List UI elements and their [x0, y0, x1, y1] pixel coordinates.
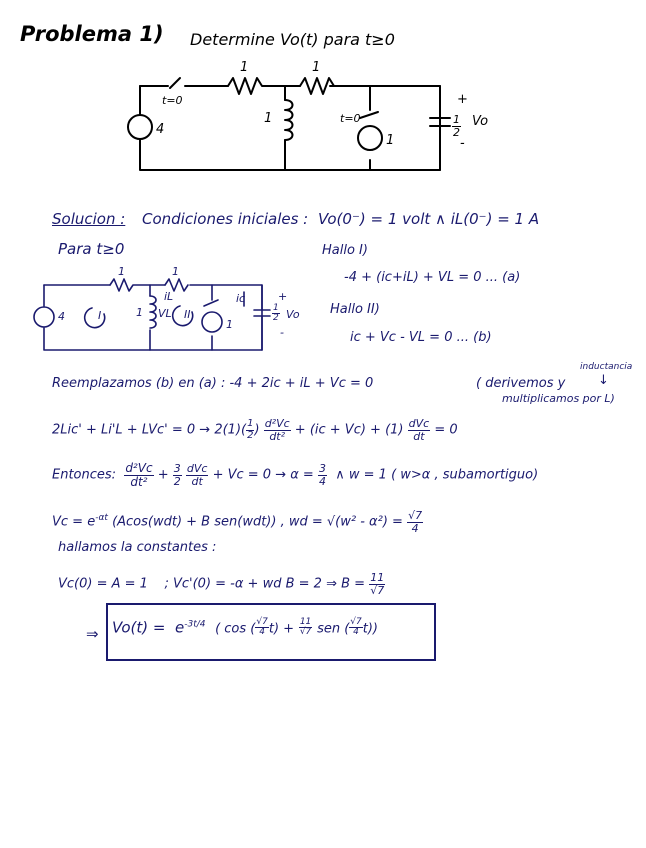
c2-loop-2: II: [184, 308, 191, 321]
para-label: Para t≥0: [58, 240, 125, 258]
inductancia-arrow: ↓: [598, 373, 609, 388]
initial-conditions-eq: Vo(0⁻) = 1 volt ∧ iL(0⁻) = 1 A: [318, 210, 540, 228]
c2-loop-1: I: [98, 309, 102, 322]
c1-vo: Vo: [472, 114, 489, 129]
c2-source-mid-label: 1: [226, 318, 233, 331]
c1-source-mid-label: 1: [386, 133, 395, 148]
final-answer: $Vo(t) = e^{-3t/4}$ ( cos ( $\frac{√7}{4}$ t) + $\frac{11}{√7}$ sen ( $\frac{√7}{4}$ t)): [112, 617, 378, 638]
c1-r1-label: 1: [240, 60, 249, 75]
entonces-line: Entonces: $\frac{\text{d²Vc}}{\text{dt²}}$ + $\frac{3}{2}$ $\frac{\text{dVc}}{dt}$ + Vc = 0 → α = $\frac{3}{4}$ ∧ w = 1 ( w>α , subamortiguo): [52, 461, 539, 489]
solution-label: Solucion :: [52, 210, 126, 228]
problem-title: Problema 1): [20, 22, 164, 46]
c1-minus: -: [460, 136, 465, 151]
multiplicamos-note: multiplicamos por L): [502, 392, 615, 405]
c2-il-label: iL: [164, 290, 174, 303]
c1-source-left-label: 4: [156, 122, 165, 137]
equation-a: -4 + (ic+iL) + VL = 0 ... (a): [344, 270, 521, 285]
c2-minus: -: [280, 326, 284, 339]
constants-line: Vc(0) = A = 1 ; Vc'(0) = -α + wd B = 2 ⇒ B = $\frac{11}{√7}$: [58, 571, 385, 597]
vc-general-solution: $Vc = e^{-\alpha t}$ (Acos(wdt) + B sen(wdt)) , wd = √(w² - α²) = $\frac{√7}{4}$: [52, 509, 423, 535]
initial-conditions: Condiciones iniciales :: [142, 210, 309, 228]
c2-cap-label: $\frac{1}{2}$: [273, 303, 279, 324]
c1-r2-label: 1: [312, 60, 321, 75]
c2-vl-label: VL: [158, 307, 172, 320]
c2-r2-label: 1: [172, 265, 179, 278]
c2-source-left-label: 4: [58, 310, 65, 323]
derivative-line: 2Lic' + Li'L + LVc' = 0 → 2(1)( $\frac{1}{2}$ ) $\frac{\text{d²Vc}}{\text{dt²}}$ + (ic + Vc) + (1) $\frac{\text{dVc}}{dt}$ = 0: [52, 417, 458, 443]
c1-cap-label: $\frac{1}{2}$: [453, 113, 460, 139]
c2-inductor-label: 1: [136, 306, 143, 319]
c1-plus: +: [457, 92, 468, 107]
inductancia-note: inductancia: [580, 362, 633, 372]
derivemos-note: ( derivemos y: [476, 376, 566, 391]
hallo-2: Hallo II): [330, 302, 380, 317]
final-arrow: ⇒: [86, 625, 99, 643]
reemplazamos-line: Reemplazamos (b) en (a) : -4 + 2ic + iL + Vc = 0: [52, 376, 374, 391]
c1-switch2-label: t=0: [340, 112, 361, 125]
problem-statement: Determine Vo(t) para t≥0: [190, 30, 395, 49]
hallo-1: Hallo I): [322, 243, 368, 258]
equation-b: ic + Vc - VL = 0 ... (b): [350, 330, 492, 345]
c2-vo: Vo: [286, 308, 300, 321]
c2-r1-label: 1: [118, 265, 125, 278]
hallamos-label: hallamos la constantes :: [58, 540, 217, 555]
c2-plus: +: [278, 290, 288, 303]
c1-inductor-label: 1: [264, 111, 273, 126]
c2-ic-label: ic: [236, 292, 246, 305]
c1-switch1-label: t=0: [162, 94, 183, 107]
